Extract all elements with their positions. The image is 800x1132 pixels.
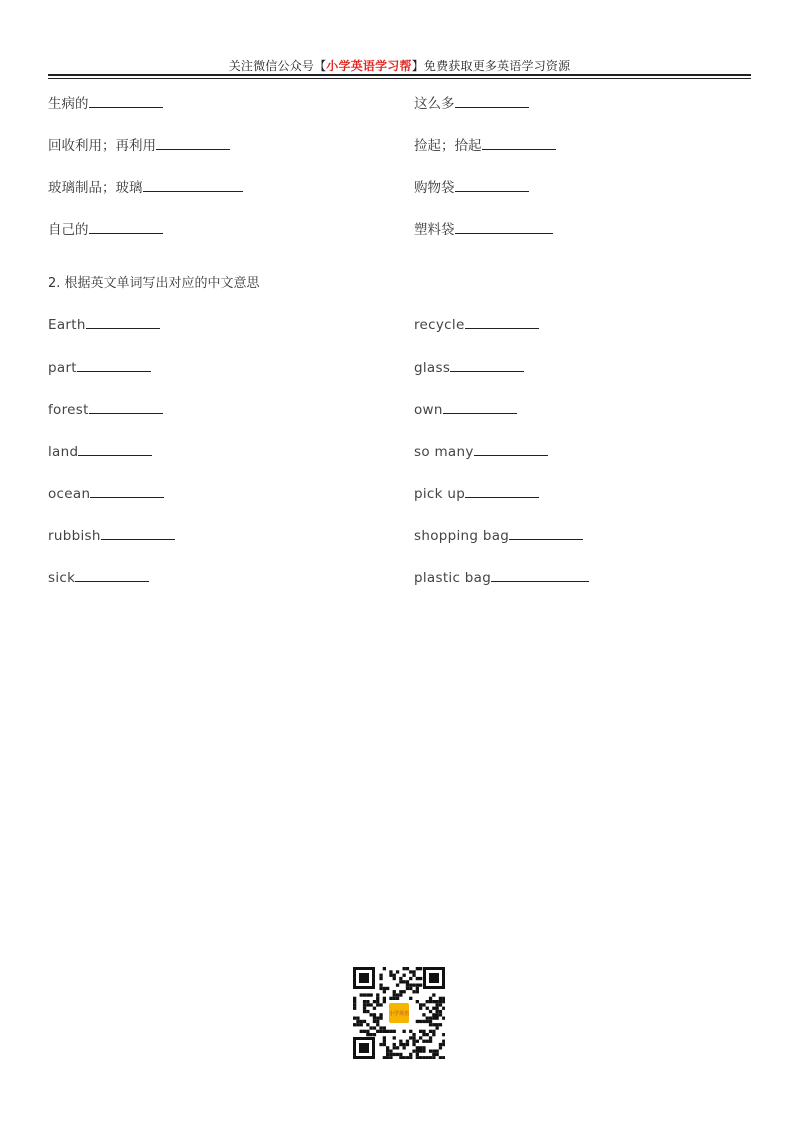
qr-module [439,1010,442,1013]
qr-module [432,1030,435,1033]
qr-module [389,1030,392,1033]
qr-module [422,1013,425,1016]
qr-module [399,1040,402,1043]
qr-module [376,997,379,1000]
qr-module [416,1020,419,1023]
qr-module [412,1050,415,1053]
qr-module [419,1056,422,1059]
vocab-item-en: ocean [48,483,164,503]
qr-module [442,997,445,1000]
qr-module [360,993,363,996]
qr-module [419,1020,422,1023]
answer-blank[interactable] [75,567,149,582]
qr-module [353,997,356,1000]
qr-module [370,1033,373,1036]
qr-module [412,1036,415,1039]
qr-module [393,1053,396,1056]
qr-module [366,993,369,996]
answer-blank[interactable] [86,314,160,329]
qr-module [429,1030,432,1033]
qr-module [363,1007,366,1010]
qr-module [386,1053,389,1056]
qr-module [432,1056,435,1059]
qr-module [353,1007,356,1010]
qr-module [379,1013,382,1016]
answer-blank[interactable] [450,357,524,372]
header-brand: 小学英语学习帮 [326,59,412,73]
qr-module [379,1030,382,1033]
qr-module [406,980,409,983]
vocab-item-en: Earth [48,314,160,334]
qr-module [416,977,419,980]
qr-module [356,1020,359,1023]
answer-blank[interactable] [443,399,517,414]
qr-module [439,1003,442,1006]
answer-blank[interactable] [455,93,529,108]
vocab-item-en: shopping bag [414,525,583,545]
page-header [48,57,751,74]
qr-module [360,1030,363,1033]
qr-module [373,1013,376,1016]
answer-blank[interactable] [465,483,539,498]
qr-module [383,990,386,993]
qr-module [379,987,382,990]
vocab-item-cn: 塑料袋 [414,219,553,239]
qr-module [416,1056,419,1059]
qr-module [406,1056,409,1059]
qr-module [403,1046,406,1049]
qr-module [409,1030,412,1033]
qr-module [386,1030,389,1033]
qr-module [379,1003,382,1006]
qr-module [379,1043,382,1046]
vocab-item-cn: 生病的 [48,93,163,113]
qr-module [366,1033,369,1036]
qr-module [353,1017,356,1020]
qr-module [409,1053,412,1056]
qr-module [416,990,419,993]
qr-module [396,984,399,987]
qr-module [439,1056,442,1059]
qr-module [439,1013,442,1016]
qr-module [396,993,399,996]
vocab-item-en: rubbish [48,525,175,545]
qr-module [409,1036,412,1039]
qr-module [363,1020,366,1023]
qr-module [422,1003,425,1006]
answer-blank[interactable] [482,135,556,150]
qr-module [383,1056,386,1059]
qr-module [436,1053,439,1056]
qr-module [396,997,399,1000]
qr-module [389,1056,392,1059]
qr-module [429,1000,432,1003]
qr-module [406,987,409,990]
qr-module [383,1043,386,1046]
vocab-item-en: pick up [414,483,539,503]
qr-module [360,1020,363,1023]
qr-module [379,984,382,987]
qr-module [383,1000,386,1003]
vocab-item-cn: 玻璃制品；玻璃 [48,177,243,197]
qr-module [436,1013,439,1016]
qr-module [439,1023,442,1026]
qr-module [416,1053,419,1056]
qr-module [366,1000,369,1003]
qr-module [376,1020,379,1023]
answer-blank[interactable] [90,483,164,498]
qr-module [403,1043,406,1046]
qr-module [406,1043,409,1046]
answer-blank[interactable] [101,525,175,540]
qr-module [422,1033,425,1036]
qr-module [386,1056,389,1059]
qr-module [409,987,412,990]
qr-module [432,1000,435,1003]
qr-module [399,977,402,980]
qr-module [436,1007,439,1010]
answer-blank[interactable] [509,525,583,540]
qr-module [432,1023,435,1026]
qr-module [393,990,396,993]
qr-module [393,1043,396,1046]
answer-blank[interactable] [474,441,548,456]
qr-module [403,974,406,977]
qr-module [389,1053,392,1056]
qr-module [376,1003,379,1006]
qr-module [370,1013,373,1016]
qr-module [409,977,412,980]
qr-module [409,997,412,1000]
qr-module [432,993,435,996]
qr-module [422,1050,425,1053]
qr-module [426,1007,429,1010]
qr-module [429,1023,432,1026]
qr-module [419,967,422,970]
qr-module [383,967,386,970]
qr-module [363,1030,366,1033]
qr-module [393,1046,396,1049]
qr-module [356,1017,359,1020]
qr-module [383,1036,386,1039]
vocab-item-en: glass [414,357,524,377]
qr-module [426,1000,429,1003]
qr-module [412,970,415,973]
qr-module [399,1043,402,1046]
qr-module [389,970,392,973]
qr-module [426,1033,429,1036]
qr-module [379,974,382,977]
qr-module [383,987,386,990]
qr-module [353,1023,356,1026]
qr-module [386,987,389,990]
qr-module [432,1033,435,1036]
qr-module [396,970,399,973]
qr-module [429,997,432,1000]
qr-module [409,1056,412,1059]
qr-module [442,1007,445,1010]
answer-blank[interactable] [491,567,589,582]
vocab-item-cn: 捡起；拾起 [414,135,556,155]
qr-module [366,1023,369,1026]
qr-module [409,970,412,973]
qr-module [429,1020,432,1023]
qr-module [379,1026,382,1029]
qr-module [379,977,382,980]
qr-module [376,993,379,996]
vocab-item-cn: 回收利用；再利用 [48,135,230,155]
header-suffix: 】免费获取更多英语学习资源 [411,59,571,73]
qr-module [442,1040,445,1043]
qr-module [419,977,422,980]
qr-module [376,1030,379,1033]
qr-module [353,1000,356,1003]
vocab-item-cn: 购物袋 [414,177,529,197]
qr-module [439,1046,442,1049]
qr-module [363,1010,366,1013]
qr-module [422,1046,425,1049]
qr-module [436,1000,439,1003]
qr-module [436,1003,439,1006]
vocab-item-en: part [48,357,151,377]
answer-blank[interactable] [89,399,163,414]
qr-module [426,1056,429,1059]
answer-blank[interactable] [77,357,151,372]
qr-module [432,1050,435,1053]
qr-module [393,974,396,977]
qr-module [419,1030,422,1033]
qr-module [376,1000,379,1003]
qr-module [419,1050,422,1053]
qr-module [436,1023,439,1026]
qr-module [429,1050,432,1053]
qr-module [389,1050,392,1053]
qr-module [379,1017,382,1020]
answer-blank[interactable] [143,177,243,192]
vocab-item-en: forest [48,399,163,419]
qr-module [406,984,409,987]
qr-module [396,1046,399,1049]
header-rule-thin [48,78,751,79]
qr-module [393,1030,396,1033]
qr-module [429,1017,432,1020]
header-rule-thick [48,74,751,76]
qr-module [419,1003,422,1006]
qr-module [412,1040,415,1043]
qr-module [439,1043,442,1046]
vocab-item-en: recycle [414,314,539,334]
qr-module [419,984,422,987]
qr-module [442,1056,445,1059]
qr-module [436,1026,439,1029]
qr-module [373,1026,376,1029]
qr-module [442,1017,445,1020]
qr-module [396,1053,399,1056]
qr-module [373,1000,376,1003]
qr-module [399,993,402,996]
qr-module [429,1056,432,1059]
qr-module [403,967,406,970]
qr-module [399,1056,402,1059]
qr-module [406,1040,409,1043]
qr-module [416,1046,419,1049]
qr-module [403,1056,406,1059]
vocab-item-en: so many [414,441,548,461]
qr-module [422,1040,425,1043]
qr-module [439,997,442,1000]
qr-module [412,990,415,993]
qr-module [426,1040,429,1043]
qr-module [432,1053,435,1056]
qr-module [393,1036,396,1039]
qr-code-icon [353,967,445,1059]
vocab-item-en: sick [48,567,149,587]
qr-center-text: 小学英语 [388,1011,410,1017]
qr-module [403,1030,406,1033]
qr-module [366,1003,369,1006]
qr-module [383,1030,386,1033]
qr-module [409,984,412,987]
qr-module [376,1017,379,1020]
qr-module [416,1040,419,1043]
answer-blank[interactable] [156,135,230,150]
qr-module [412,974,415,977]
answer-blank[interactable] [455,177,529,192]
qr-module [386,1050,389,1053]
qr-module [442,1033,445,1036]
qr-module [416,984,419,987]
qr-module [389,974,392,977]
qr-module [436,1050,439,1053]
qr-module [373,1017,376,1020]
qr-module [406,967,409,970]
qr-module [363,1000,366,1003]
qr-module [416,967,419,970]
qr-module [393,993,396,996]
answer-blank[interactable] [78,441,152,456]
answer-blank[interactable] [465,314,539,329]
qr-module [399,1053,402,1056]
answer-blank[interactable] [455,219,553,234]
qr-module [429,1010,432,1013]
qr-module [399,990,402,993]
qr-module [432,1013,435,1016]
qr-module [403,990,406,993]
qr-module [412,1043,415,1046]
qr-module [419,1036,422,1039]
qr-module [419,1007,422,1010]
qr-module [422,1030,425,1033]
qr-module [439,1000,442,1003]
qr-module [373,1033,376,1036]
qr-module [429,1040,432,1043]
qr-module [442,1043,445,1046]
qr-module [376,1023,379,1026]
qr-module [393,997,396,1000]
qr-module [353,1003,356,1006]
qr-module [393,977,396,980]
qr-module [432,1017,435,1020]
vocab-item-en: land [48,441,152,461]
qr-module [370,993,373,996]
qr-module [422,1020,425,1023]
qr-module [360,1023,363,1026]
section-title: 2. 根据英文单词写出对应的中文意思 [48,276,260,291]
answer-blank[interactable] [89,219,163,234]
qr-module [363,1003,366,1006]
qr-module [426,1017,429,1020]
qr-module [356,1023,359,1026]
qr-module [403,980,406,983]
qr-module [416,1000,419,1003]
qr-module [383,1040,386,1043]
qr-module [436,1017,439,1020]
vocab-item-en: own [414,399,517,419]
qr-module [386,1046,389,1049]
qr-module [419,1046,422,1049]
qr-module [432,1007,435,1010]
qr-module [363,993,366,996]
qr-module [412,1033,415,1036]
qr-module [422,1056,425,1059]
qr-module [399,980,402,983]
qr-module [383,997,386,1000]
qr-module [373,1007,376,1010]
qr-module [412,984,415,987]
qr-module [389,997,392,1000]
header-prefix: 关注微信公众号【 [228,59,327,73]
qr-module [442,1000,445,1003]
qr-module [366,1030,369,1033]
qr-module [429,1036,432,1039]
qr-module [370,1026,373,1029]
vocab-item-cn: 这么多 [414,93,529,113]
qr-module [416,987,419,990]
vocab-item-cn: 自己的 [48,219,163,239]
answer-blank[interactable] [89,93,163,108]
qr-module [383,1026,386,1029]
qr-module [370,1003,373,1006]
qr-module [366,1010,369,1013]
qr-module [426,1020,429,1023]
qr-module [373,1020,376,1023]
qr-module [436,1010,439,1013]
qr-module [416,1050,419,1053]
vocab-item-en: plastic bag [414,567,589,587]
